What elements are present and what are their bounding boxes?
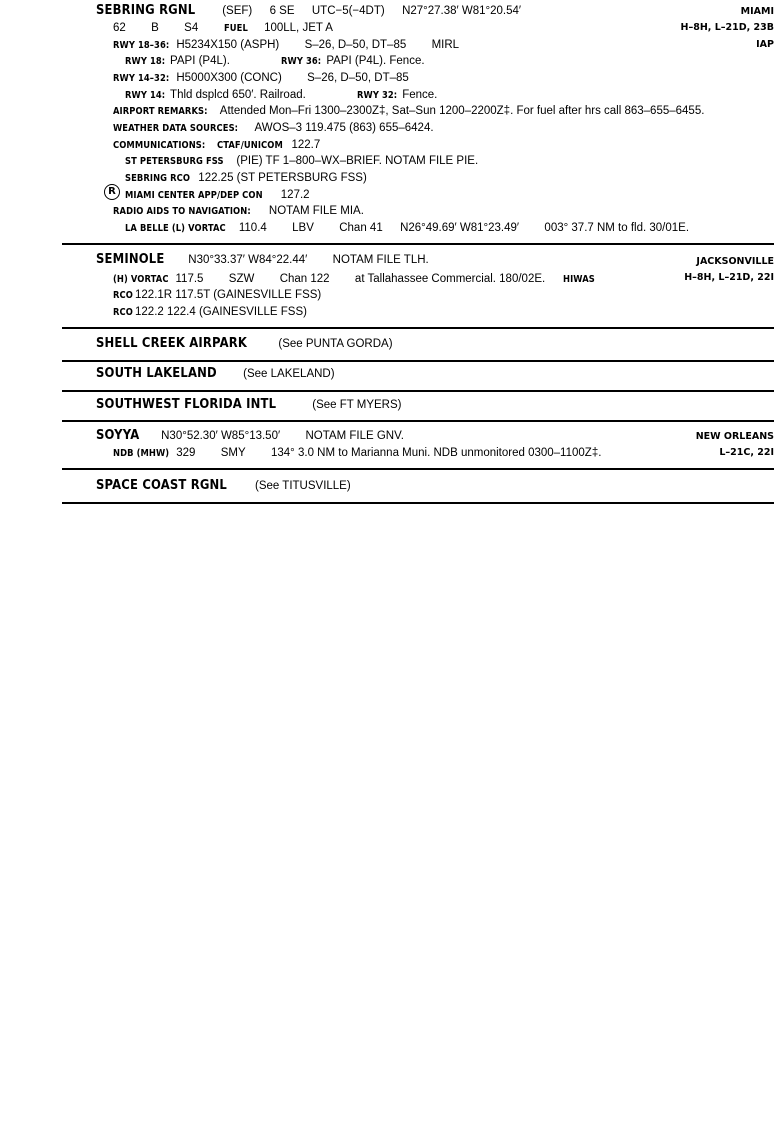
airport-name: SHELL CREEK AIRPARK bbox=[96, 335, 248, 351]
ndb-description: 134° 3.0 NM to Marianna Muni. NDB unmonitored 0300–1100Z‡. bbox=[271, 447, 602, 459]
vortac-chan: Chan 122 bbox=[279, 273, 330, 285]
rco-text: 122.2 122.4 (GAINESVILLE FSS) bbox=[135, 306, 307, 318]
rco-text: 122.1R 117.5T (GAINESVILLE FSS) bbox=[135, 289, 322, 301]
vortac-freq: 117.5 bbox=[175, 273, 204, 285]
ndb-freq: 329 bbox=[176, 447, 196, 459]
navaid-coords: N30°52.30′ W85°13.50′ bbox=[161, 430, 281, 442]
fss-text: (PIE) TF 1–800–WX–BRIEF. NOTAM FILE PIE. bbox=[236, 155, 479, 167]
remarks-label: AIRPORT REMARKS: bbox=[113, 106, 208, 117]
vortac-id: SZW bbox=[228, 273, 255, 285]
vortac-location: at Tallahassee Commercial. 180/02E. bbox=[354, 273, 546, 285]
divider bbox=[62, 420, 774, 422]
navaids-text: NOTAM FILE MIA. bbox=[268, 205, 364, 217]
see-reference: (See LAKELAND) bbox=[243, 368, 335, 380]
ndb-label: NDB (MHW) bbox=[113, 448, 170, 459]
airport-remarks bbox=[113, 102, 704, 120]
rwy-32-label: RWY 32: bbox=[357, 90, 398, 101]
rwy-1432-strength: S–26, D–50, DT–85 bbox=[307, 72, 409, 84]
iap-label: IAP bbox=[756, 39, 774, 50]
airport-name: SOUTHWEST FLORIDA INTL bbox=[96, 396, 277, 412]
rwy-1836-strength: S–26, D–50, DT–85 bbox=[304, 39, 407, 51]
labelle-label: LA BELLE (L) VORTAC bbox=[125, 223, 226, 234]
divider bbox=[62, 468, 774, 470]
seminole-header bbox=[96, 251, 429, 268]
labelle-dist: 003° 37.7 NM to fld. 30/01E. bbox=[544, 222, 690, 234]
rco-line-2 bbox=[113, 303, 307, 321]
navaid-notam: NOTAM FILE TLH. bbox=[332, 254, 429, 266]
navaid-name: SEMINOLE bbox=[96, 251, 165, 267]
divider bbox=[62, 390, 774, 392]
remarks-text: Attended Mon–Fri 1300–2300Z‡, Sat–Sun 1200–2200Z‡. For fuel after hrs call 863–655–6455. bbox=[219, 105, 705, 117]
vortac-label: (H) VORTAC bbox=[113, 274, 169, 285]
comm-label: COMMUNICATIONS: bbox=[113, 140, 206, 151]
rwy-1432-label: RWY 14–32: bbox=[113, 73, 170, 84]
weather-label: WEATHER DATA SOURCES: bbox=[113, 123, 239, 134]
south-lakeland-entry bbox=[96, 365, 335, 382]
rco-line-1 bbox=[113, 286, 321, 304]
see-reference: (See FT MYERS) bbox=[312, 399, 402, 411]
shell-creek-entry bbox=[96, 335, 393, 352]
rco-label: RCO bbox=[113, 290, 133, 301]
region-label: MIAMI bbox=[740, 6, 774, 17]
divider bbox=[62, 360, 774, 362]
airport-id: (SEF) bbox=[222, 5, 253, 17]
rco-label: SEBRING RCO bbox=[125, 173, 191, 184]
airport-name: SEBRING RGNL bbox=[96, 2, 196, 18]
ctaf-freq: 122.7 bbox=[291, 139, 321, 151]
sebring-header bbox=[96, 2, 521, 19]
weather-sources bbox=[113, 119, 434, 137]
rwy-1836-dims: H5234X150 (ASPH) bbox=[176, 39, 280, 51]
rco-text: 122.25 (ST PETERSBURG FSS) bbox=[198, 172, 367, 184]
rwy-36-label: RWY 36: bbox=[281, 56, 322, 67]
weather-text: AWOS–3 119.475 (863) 655–6424. bbox=[254, 122, 434, 134]
see-reference: (See PUNTA GORDA) bbox=[278, 338, 393, 350]
navaids-line bbox=[113, 202, 364, 220]
rwy-36-value: PAPI (P4L). Fence. bbox=[326, 55, 425, 67]
navaid-name: SOYYA bbox=[96, 427, 140, 443]
airport-distance: 6 SE bbox=[269, 5, 295, 17]
navaid-coords: N30°33.37′ W84°22.44′ bbox=[188, 254, 308, 266]
rwy-1836-label: RWY 18–36: bbox=[113, 40, 170, 51]
divider bbox=[62, 243, 774, 245]
southwest-florida-entry bbox=[96, 396, 401, 413]
see-reference: (See TITUSVILLE) bbox=[255, 480, 351, 492]
center-freq: 127.2 bbox=[280, 189, 310, 201]
labelle-chan: Chan 41 bbox=[339, 222, 383, 234]
ndb-line bbox=[113, 444, 601, 462]
chart-refs: H–8H, L–21D, 23B bbox=[680, 22, 774, 33]
navaids-label: RADIO AIDS TO NAVIGATION: bbox=[113, 206, 251, 217]
rwy-18-36-details bbox=[125, 52, 425, 70]
radar-symbol-icon: R bbox=[104, 184, 120, 200]
rwy-1836-lighting: MIRL bbox=[431, 39, 460, 51]
navaid-notam: NOTAM FILE GNV. bbox=[305, 430, 404, 442]
labelle-vortac-line bbox=[125, 219, 689, 237]
hiwas-label: HIWAS bbox=[562, 274, 595, 285]
fss-line bbox=[125, 152, 478, 170]
chart-refs: H–8H, L–21D, 22I bbox=[684, 272, 774, 283]
beacon: B bbox=[151, 22, 159, 34]
airport-name: SPACE COAST RGNL bbox=[96, 477, 228, 493]
chart-refs: L–21C, 22I bbox=[719, 447, 774, 458]
divider bbox=[62, 327, 774, 329]
rco-line bbox=[125, 169, 367, 187]
fss-label: ST PETERSBURG FSS bbox=[125, 156, 224, 167]
labelle-freq: 110.4 bbox=[238, 222, 267, 234]
sebring-elev-line bbox=[113, 19, 333, 37]
fuel-value: 100LL, JET A bbox=[264, 22, 333, 34]
utc-offset: UTC−5(−4DT) bbox=[311, 5, 385, 17]
rwy-14-value: Thld dsplcd 650′. Railroad. bbox=[170, 89, 306, 101]
elevation: 62 bbox=[113, 22, 126, 34]
space-coast-entry bbox=[96, 477, 351, 494]
rco-label: RCO bbox=[113, 307, 133, 318]
labelle-coords: N26°49.69′ W81°23.49′ bbox=[400, 222, 520, 234]
center-label: MIAMI CENTER APP/DEP CON bbox=[125, 190, 263, 201]
soyya-header bbox=[96, 427, 404, 444]
fuel-label: FUEL bbox=[223, 23, 248, 34]
rwy-1432-line bbox=[113, 69, 409, 87]
rwy-14-label: RWY 14: bbox=[125, 90, 166, 101]
region-label: JACKSONVILLE bbox=[696, 256, 774, 267]
labelle-id: LBV bbox=[292, 222, 314, 234]
rwy-18-value: PAPI (P4L). bbox=[170, 55, 230, 67]
rwy-1432-dims: H5000X300 (CONC) bbox=[176, 72, 282, 84]
rwy-32-value: Fence. bbox=[402, 89, 438, 101]
region-label: NEW ORLEANS bbox=[695, 431, 774, 442]
airport-coords: N27°27.38′ W81°20.54′ bbox=[402, 5, 522, 17]
ctaf-label: CTAF/UNICOM bbox=[217, 140, 284, 151]
divider bbox=[62, 502, 774, 504]
service-level: S4 bbox=[184, 22, 199, 34]
airport-name: SOUTH LAKELAND bbox=[96, 365, 217, 381]
rwy-18-label: RWY 18: bbox=[125, 56, 166, 67]
ndb-id: SMY bbox=[220, 447, 246, 459]
